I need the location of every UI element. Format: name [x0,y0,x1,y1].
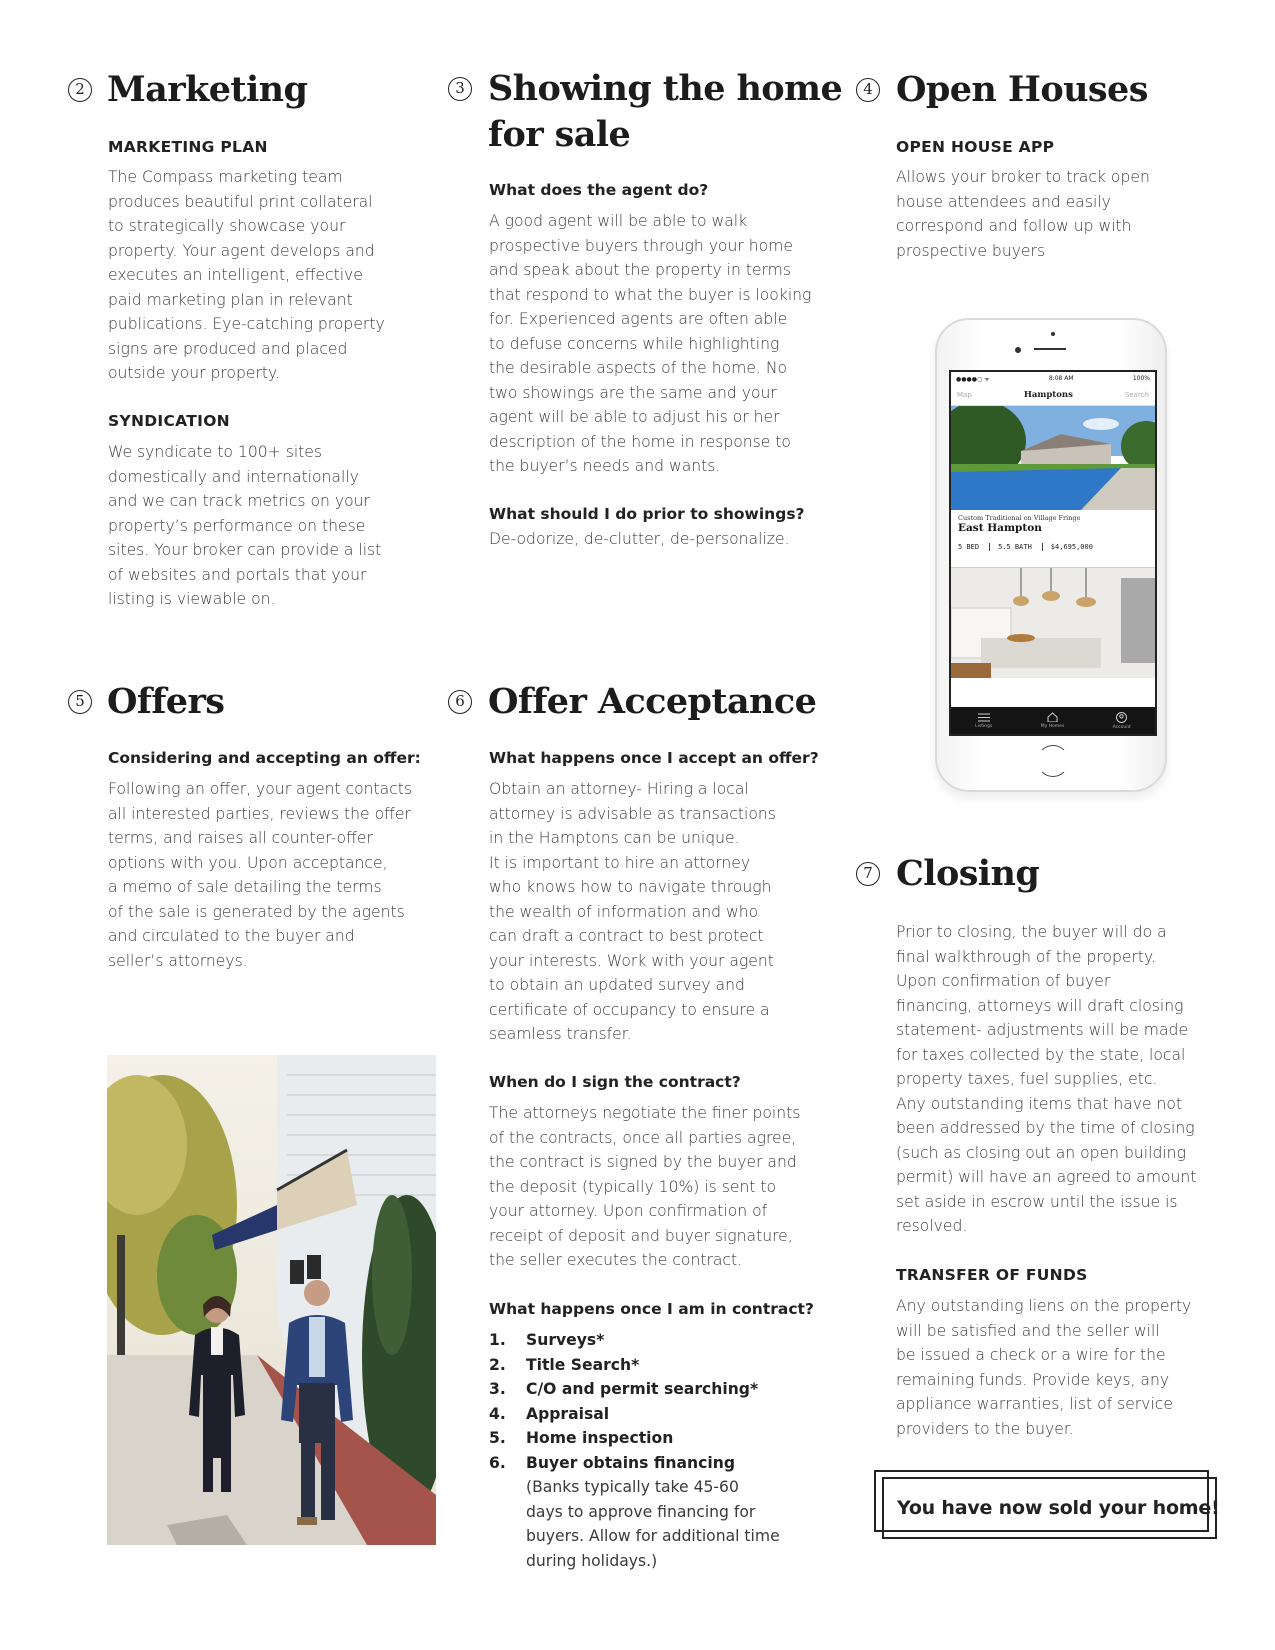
open-houses-heading: Open Houses [896,69,1148,110]
final-message: You have now sold your home! [897,1497,1220,1519]
text-line: of websites and portals that your [108,565,367,584]
phone-mockup [935,318,1167,792]
text-line: signs are produced and placed [108,339,348,358]
marketing-plan-label: MARKETING PLAN [108,138,268,156]
text-line: statement- adjustments will be made [896,1021,1189,1039]
phone-home-button [1037,745,1069,777]
listing-price: $4,695,000 [1050,543,1093,551]
text-line: property taxes, fuel supplies, etc. [896,1070,1158,1088]
text-line: listing is viewable on. [108,590,276,608]
text-line: who knows how to navigate through [489,878,772,896]
step-number-2: 2 [68,78,92,102]
tab-account[interactable] [1113,712,1131,730]
open-house-app-text [896,165,1150,263]
open-house-app-label: OPEN HOUSE APP [896,138,1055,156]
marketing-heading: Marketing [107,69,308,110]
listing-card[interactable] [951,510,1155,568]
transfer-of-funds-label: TRANSFER OF FUNDS [896,1266,1088,1284]
tab-label: My Homes [1040,724,1065,729]
list-item: 1. Surveys* [489,1331,605,1349]
step-6-note: days to approve financing for [526,1502,756,1521]
text-line: produces beautiful print collateral [108,192,373,211]
text-line: attorney is advisable as transactions [489,804,776,823]
text-line: your attorney. Upon confirmation of [489,1202,768,1220]
closing-heading: Closing [896,853,1040,894]
text-line: Allows your broker to track open [896,168,1150,186]
step-number-4: 4 [856,78,880,102]
text-line: providers to the buyer. [896,1419,1074,1438]
list-item: 4. Appraisal [489,1404,610,1423]
text-line: The attorneys negotiate the finer points [489,1104,801,1122]
account-icon [1116,712,1127,723]
text-line: paid marketing plan in relevant [108,290,353,309]
text-line: resolved. [896,1217,968,1235]
text-line: that respond to what the buyer is looking [489,285,812,304]
text-line: Upon confirmation of buyer [896,972,1111,990]
text-line: can draft a contract to best protect [489,927,764,945]
step-number-5: 5 [68,690,92,714]
tab-my-homes[interactable] [1041,712,1065,729]
signal-icon: ●●●●○ ᯤ [956,376,990,383]
offer-acceptance-heading: Offer Acceptance [488,681,817,722]
showing-heading-line2: for sale [488,114,631,155]
text-line: the desirable aspects of the home. No [489,359,788,377]
battery-indicator: 100% [1132,375,1150,382]
app-nav-title: Hamptons [1023,389,1073,400]
text-line: appliance warranties, list of service [896,1395,1173,1413]
contract-steps-list [489,1328,780,1573]
text-line: all interested parties, reviews the offer [108,804,411,823]
search-button[interactable]: Search [1124,390,1149,399]
text-line: remaining funds. Provide keys, any [896,1370,1170,1389]
text-line: house attendees and easily [896,192,1111,211]
showing-answer-1 [489,209,811,479]
acceptance-answer-1 [489,777,776,1047]
phone-camera [1015,347,1021,353]
text-line: agent will be able to adjust his or her [489,408,780,426]
text-line: of the contracts, once all parties agree, [489,1128,797,1147]
acceptance-answer-2 [489,1101,800,1273]
text-line: executes an intelligent, effective [108,266,363,284]
final-message-box [882,1477,1220,1539]
list-item: 5. Home inspection [489,1429,674,1447]
tab-label: Account [1112,724,1131,730]
step-number-6: 6 [448,690,472,714]
text-line: set aside in escrow until the issue is [896,1192,1178,1211]
phone-sensor [1051,332,1055,336]
text-line: been addressed by the time of closing [896,1119,1195,1137]
tab-listings[interactable] [975,713,992,729]
text-line: property’s performance on these [108,516,366,535]
text-line: A good agent will be able to walk [489,212,748,230]
app-navbar [951,384,1155,406]
text-line: be issued a check or a wire for the [896,1346,1166,1364]
text-line: Obtain an attorney- Hiring a local [489,780,749,798]
text-line: seller’s attorneys. [108,951,248,970]
text-line: in the Hamptons can be unique. [489,829,740,847]
step-6-note: buyers. Allow for additional time [526,1527,780,1545]
text-line: certificate of occupancy to ensure a [489,1000,770,1019]
text-line: Following an offer, your agent contacts [108,780,413,798]
text-line: to obtain an updated survey and [489,976,745,994]
text-line: sites. Your broker can provide a list [108,541,382,559]
listing-photo-kitchen[interactable] [951,568,1155,678]
agents-street-photo [107,1055,436,1545]
listing-beds: 5 BED [958,543,990,551]
text-line: publications. Eye-catching property [108,315,385,333]
text-line: description of the home in response to [489,432,791,451]
text-line: the deposit (typically 10%) is sent to [489,1177,777,1196]
text-line: the seller executes the contract. [489,1251,743,1269]
status-time: 8:08 AM [1048,375,1074,382]
acceptance-question-3: What happens once I am in contract? [489,1300,814,1318]
text-line: for taxes collected by the state, local [896,1045,1186,1064]
syndication-label: SYNDICATION [108,412,230,430]
text-line: Any outstanding liens on the property [896,1297,1192,1315]
text-line: and we can track metrics on your [108,492,370,510]
list-item: 6. Buyer obtains financing [489,1453,735,1472]
text-line: two showings are the same and your [489,383,777,402]
list-icon [978,713,990,722]
acceptance-question-1: What happens once I accept an offer? [489,749,819,767]
text-line: Any outstanding items that have not [896,1094,1183,1113]
text-line: the buyer’s needs and wants. [489,457,721,475]
text-line: correspond and follow up with [896,217,1132,235]
list-item: 3. C/O and permit searching* [489,1380,759,1398]
step-number-3: 3 [448,77,472,101]
text-line: property. Your agent develops and [108,241,375,260]
text-line: and circulated to the buyer and [108,927,355,945]
text-line: receipt of deposit and buyer signature, [489,1226,793,1245]
map-button[interactable]: Map [957,390,972,399]
app-tabbar [951,707,1155,734]
app-screen [949,370,1157,736]
text-line: of the sale is generated by the agents [108,902,405,921]
text-line: terms, and raises all counter-offer [108,829,373,847]
listing-city: East Hampton [958,522,1042,534]
text-line: prospective buyers through your home [489,236,793,255]
text-line: domestically and internationally [108,467,359,486]
text-line: (such as closing out an open building [896,1143,1186,1162]
home-icon [1047,712,1058,722]
text-line: final walkthrough of the property. [896,947,1156,966]
tab-label: Listings [975,723,993,729]
offers-question: Considering and accepting an offer: [108,749,421,767]
text-line: the wealth of information and who [489,902,759,921]
text-line: De-odorize, de-clutter, de-personalize. [489,530,790,548]
text-line: to defuse concerns while highlighting [489,334,780,353]
step-6-note: during holidays.) [526,1551,658,1570]
text-line: to strategically showcase your [108,217,346,235]
text-line: prospective buyers [896,241,1046,260]
text-line: permit) will have an agreed to amount [896,1168,1197,1186]
text-line: outside your property. [108,364,280,382]
text-line: financing, attorneys will draft closing [896,996,1184,1015]
text-line: It is important to hire an attorney [489,853,751,872]
text-line: for. Experienced agents are often able [489,310,788,328]
step-6-note: (Banks typically take 45-60 [526,1478,739,1496]
step-number-7: 7 [856,862,880,886]
text-line: your interests. Work with your agent [489,951,774,970]
showing-answer-2 [489,527,790,552]
phone-speaker [1034,348,1066,350]
acceptance-question-2: When do I sign the contract? [489,1073,741,1091]
text-line: Prior to closing, the buyer will do a [896,923,1167,941]
showing-question-2: What should I do prior to showings? [489,505,805,523]
listing-photo-pool[interactable] [951,406,1155,510]
text-line: and speak about the property in terms [489,261,791,279]
text-line: a memo of sale detailing the terms [108,878,382,896]
offers-text [108,777,412,973]
text-line: options with you. Upon acceptance, [108,853,388,872]
list-item: 2. Title Search* [489,1355,640,1374]
offers-heading: Offers [107,681,225,722]
status-bar [951,372,1155,384]
text-line: the contract is signed by the buyer and [489,1153,797,1171]
text-line: will be satisfied and the seller will [896,1321,1160,1340]
listing-kicker: Custom Traditional on Village Fringe [958,514,1081,522]
listing-baths: 5.5 BATH [998,543,1043,551]
text-line: seamless transfer. [489,1025,632,1043]
transfer-of-funds-text [896,1294,1191,1441]
showing-question-1: What does the agent do? [489,181,709,199]
closing-text [896,920,1196,1239]
listing-specs [958,543,1148,551]
text-line: The Compass marketing team [108,168,343,186]
marketing-plan-text [108,165,385,386]
showing-heading-line1: Showing the home [488,68,843,109]
syndication-text [108,440,381,612]
text-line: We syndicate to 100+ sites [108,443,323,461]
